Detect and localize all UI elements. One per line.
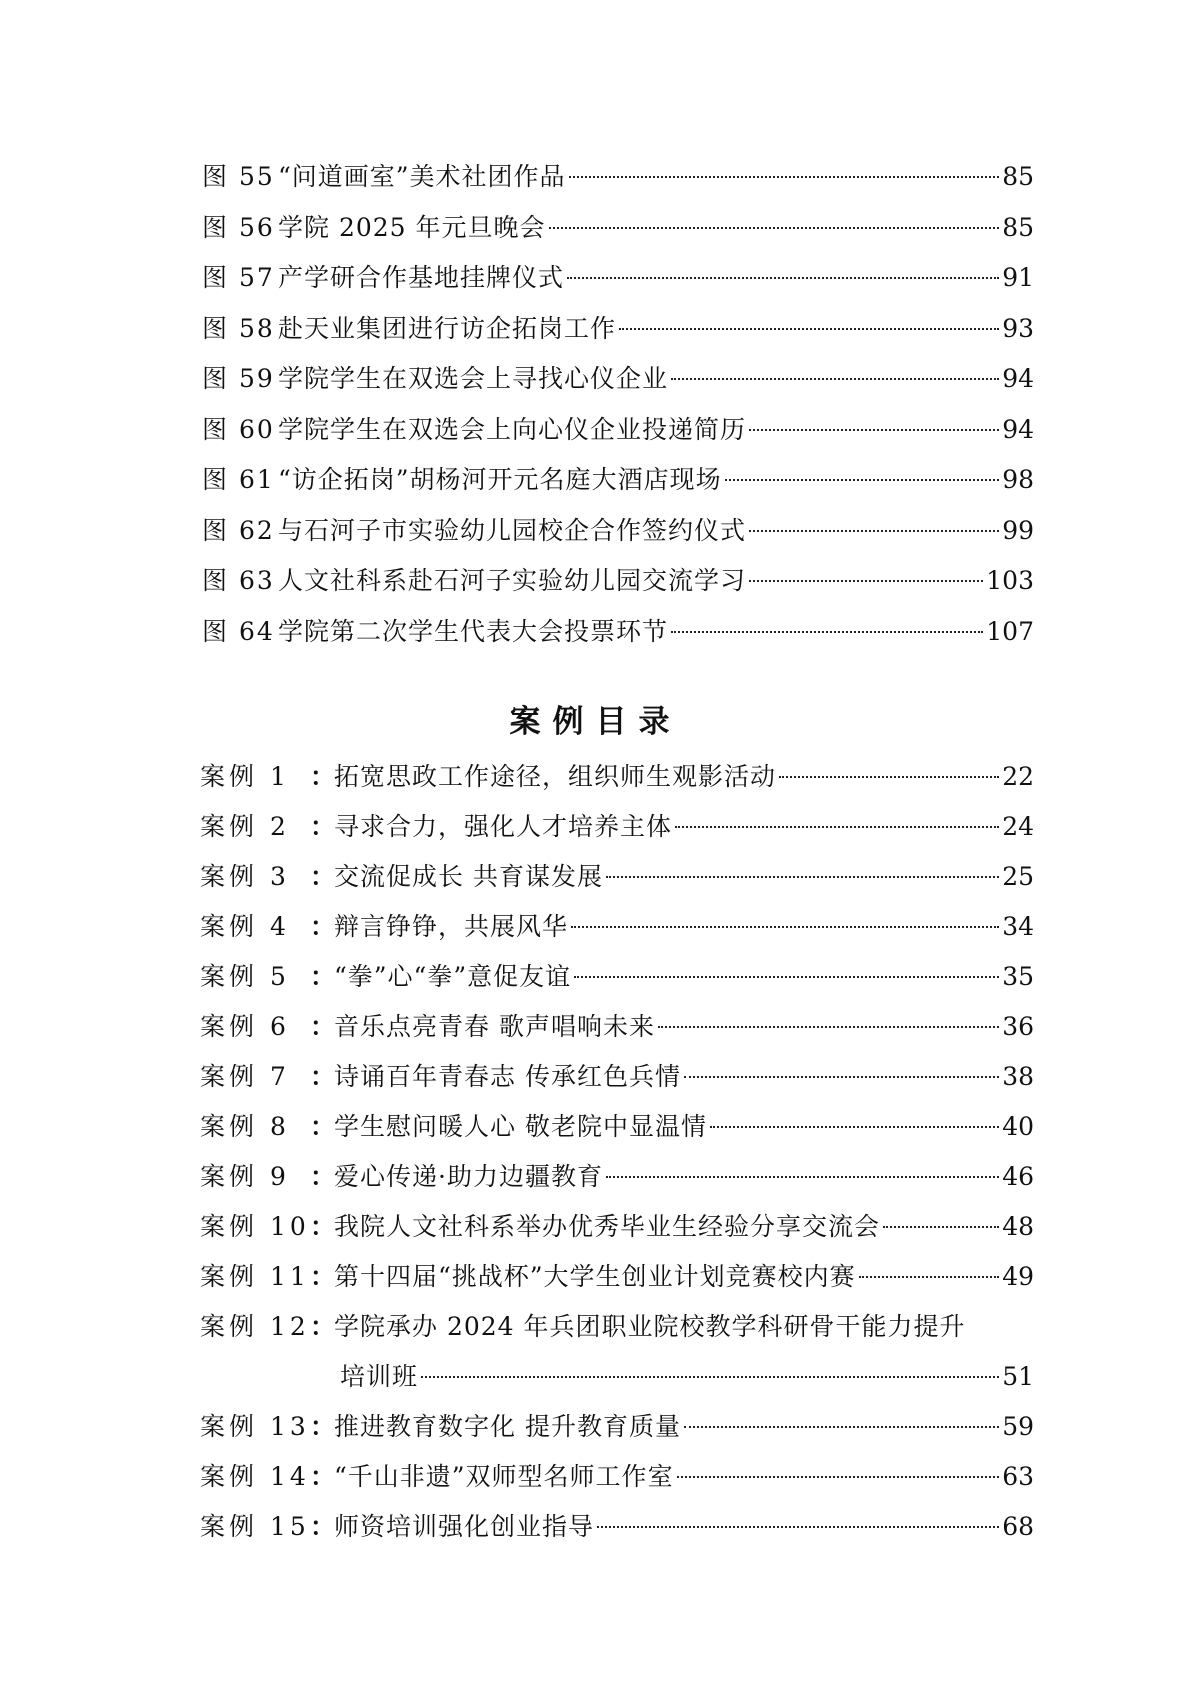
dot-leader: [677, 1476, 1000, 1478]
page-number: 48: [1002, 1212, 1034, 1241]
figure-number: 图 56: [202, 212, 275, 242]
figure-number: 图 58: [202, 313, 275, 343]
dot-leader: [883, 1226, 999, 1228]
page-number: 36: [1002, 1012, 1034, 1041]
entry-title: “千山非遗”双师型名师工作室: [334, 1462, 674, 1491]
entry-title: 诗诵百年青春志 传承红色兵情: [334, 1062, 681, 1091]
case-number: 案例 4: [200, 912, 290, 941]
dot-leader: [749, 580, 983, 582]
page-number: 99: [1002, 515, 1034, 545]
page-number: 22: [1002, 762, 1034, 791]
page-number: 34: [1002, 912, 1034, 941]
dot-leader: [859, 1276, 1000, 1278]
toc-entry[interactable]: [200, 1452, 1034, 1502]
dot-leader: [749, 530, 999, 532]
case-number: 案例 14: [200, 1462, 310, 1491]
toc-entry[interactable]: [202, 455, 1034, 506]
colon-separator: ：: [310, 762, 337, 791]
case-number: 案例 5: [200, 962, 290, 991]
entry-title-continuation: 培训班: [340, 1362, 419, 1391]
entry-title: 我院人文社科系举办优秀毕业生经验分享交流会: [334, 1212, 881, 1241]
toc-entry[interactable]: [200, 1002, 1034, 1052]
toc-entry[interactable]: [200, 1502, 1034, 1552]
page-number: 51: [1002, 1362, 1034, 1391]
entry-title: 产学研合作基地挂牌仪式: [278, 263, 565, 292]
toc-entry[interactable]: [200, 852, 1034, 902]
page-number: 85: [1002, 212, 1034, 242]
toc-entry[interactable]: [200, 1402, 1034, 1452]
entry-title: 学生慰问暖人心 敬老院中显温情: [334, 1112, 707, 1141]
toc-entry[interactable]: [202, 304, 1034, 355]
case-number: 案例 6: [200, 1012, 290, 1041]
dot-leader: [569, 176, 1000, 178]
figure-number: 图 63: [202, 566, 275, 595]
dot-leader: [619, 328, 999, 330]
entry-title: 与石河子市实验幼儿园校企合作签约仪式: [278, 515, 747, 545]
figure-number: 图 59: [202, 364, 275, 393]
case-number: 案例 8: [200, 1112, 290, 1141]
figure-number: 图 60: [202, 414, 275, 444]
page-number: 103: [986, 566, 1034, 595]
entry-title: “访企拓岗”胡杨河开元名庭大酒店现场: [278, 465, 722, 494]
page-number: 68: [1002, 1512, 1034, 1541]
toc-entry[interactable]: [200, 1052, 1034, 1102]
figure-number: 图 64: [202, 616, 275, 646]
toc-entry[interactable]: [200, 952, 1034, 1002]
page-number: 91: [1002, 263, 1034, 292]
entry-title: 寻求合力，强化人才培养主体: [334, 812, 673, 841]
page-number: 40: [1002, 1112, 1034, 1141]
page-number: 35: [1002, 962, 1034, 991]
entry-title: 赴天业集团进行访企拓岗工作: [278, 313, 617, 343]
toc-entry[interactable]: [200, 902, 1034, 952]
page-number: 25: [1002, 862, 1034, 891]
dot-leader: [710, 1126, 999, 1128]
page-number: 46: [1002, 1162, 1034, 1191]
page-number: 85: [1002, 162, 1034, 191]
entry-title: 师资培训强化创业指导: [334, 1512, 595, 1541]
toc-entry[interactable]: [202, 354, 1034, 405]
colon-separator: ：: [310, 1062, 337, 1091]
toc-entry[interactable]: [200, 752, 1034, 802]
toc-entry[interactable]: [200, 1202, 1034, 1252]
colon-separator: ：: [310, 1162, 337, 1191]
colon-separator: ：: [310, 1512, 337, 1541]
page-number: 59: [1002, 1412, 1034, 1441]
case-number: 案例 10: [200, 1212, 310, 1241]
toc-entry[interactable]: [202, 607, 1034, 658]
toc-entry[interactable]: [200, 1102, 1034, 1152]
entry-title: 学院学生在双选会上向心仪企业投递简历: [278, 414, 747, 444]
colon-separator: ：: [310, 962, 337, 991]
figure-number: 图 57: [202, 263, 275, 292]
colon-separator: ：: [310, 1412, 337, 1441]
page-number: 38: [1002, 1062, 1034, 1091]
dot-leader: [658, 1026, 999, 1028]
case-number: 案例 7: [200, 1062, 290, 1091]
entry-title: 学院第二次学生代表大会投票环节: [278, 616, 669, 646]
entry-title: 学院 2025 年元旦晚会: [278, 212, 546, 242]
page-number: 63: [1002, 1462, 1034, 1491]
entry-title: 音乐点亮青春 歌声唱响未来: [334, 1012, 655, 1041]
dot-leader: [549, 227, 1000, 229]
colon-separator: ：: [310, 812, 337, 841]
page-number: 49: [1002, 1262, 1034, 1291]
colon-separator: ：: [310, 1462, 337, 1491]
toc-entry[interactable]: [202, 253, 1034, 304]
page-number: 93: [1002, 313, 1034, 343]
section-title: 案例目录: [509, 704, 682, 740]
case-number: 案例 15: [200, 1512, 310, 1541]
toc-entry[interactable]: [200, 802, 1034, 852]
page-number: 24: [1002, 812, 1034, 841]
colon-separator: ：: [310, 1212, 337, 1241]
case-number: 案例 11: [200, 1262, 310, 1291]
dot-leader: [597, 1526, 999, 1528]
colon-separator: ：: [310, 912, 337, 941]
entry-title: 学院承办 2024 年兵团职业院校教学科研骨干能力提升: [334, 1312, 966, 1341]
dot-leader: [779, 776, 999, 778]
figure-number: 图 61: [202, 465, 275, 494]
dot-leader: [749, 429, 999, 431]
case-number: 案例 3: [200, 862, 290, 891]
toc-entry[interactable]: [200, 1302, 1034, 1352]
entry-title: 辩言铮铮，共展风华: [334, 912, 569, 941]
case-toc-list: [200, 752, 1034, 1552]
dot-leader: [675, 826, 999, 828]
dot-leader: [684, 1076, 999, 1078]
toc-entry[interactable]: [202, 152, 1034, 203]
toc-entry-continuation[interactable]: [200, 1352, 1034, 1402]
dot-leader: [571, 926, 999, 928]
entry-title: 学院学生在双选会上寻找心仪企业: [278, 364, 669, 393]
dot-leader: [606, 876, 999, 878]
toc-entry[interactable]: [202, 203, 1034, 254]
page-number: 94: [1002, 414, 1034, 444]
figure-number: 图 62: [202, 515, 275, 545]
entry-title: “问道画室”美术社团作品: [278, 162, 566, 191]
colon-separator: ：: [310, 1112, 337, 1141]
entry-title: 第十四届“挑战杯”大学生创业计划竞赛校内赛: [334, 1262, 856, 1291]
toc-entry[interactable]: [200, 1152, 1034, 1202]
dot-leader: [421, 1376, 999, 1378]
dot-leader: [567, 277, 999, 279]
case-number: 案例 12: [200, 1312, 310, 1341]
case-number: 案例 1: [200, 762, 290, 791]
figure-toc-list: [202, 152, 1034, 657]
colon-separator: ：: [310, 1312, 337, 1341]
toc-entry[interactable]: [202, 405, 1034, 456]
case-number: 案例 2: [200, 812, 290, 841]
page-number: 98: [1002, 465, 1034, 494]
case-number: 案例 13: [200, 1412, 310, 1441]
toc-entry[interactable]: [202, 556, 1034, 607]
entry-title: “拳”心“拳”意促友谊: [334, 962, 572, 991]
entry-title: 拓宽思政工作途径，组织师生观影活动: [334, 762, 777, 791]
colon-separator: ：: [310, 862, 337, 891]
entry-title: 交流促成长 共育谋发展: [334, 862, 603, 891]
dot-leader: [671, 378, 999, 380]
entry-title: 爱心传递·助力边疆教育: [334, 1162, 603, 1191]
page-number: 107: [986, 616, 1034, 646]
dot-leader: [725, 479, 1000, 481]
toc-entry[interactable]: [200, 1252, 1034, 1302]
page-number: 94: [1002, 364, 1034, 393]
colon-separator: ：: [310, 1012, 337, 1041]
toc-entry[interactable]: [202, 506, 1034, 557]
entry-title: 人文社科系赴石河子实验幼儿园交流学习: [278, 566, 747, 595]
dot-leader: [606, 1176, 999, 1178]
figure-number: 图 55: [202, 162, 275, 191]
colon-separator: ：: [310, 1262, 337, 1291]
dot-leader: [684, 1426, 999, 1428]
case-number: 案例 9: [200, 1162, 290, 1191]
dot-leader: [671, 631, 983, 633]
entry-title: 推进教育数字化 提升教育质量: [334, 1412, 681, 1441]
dot-leader: [574, 976, 999, 978]
